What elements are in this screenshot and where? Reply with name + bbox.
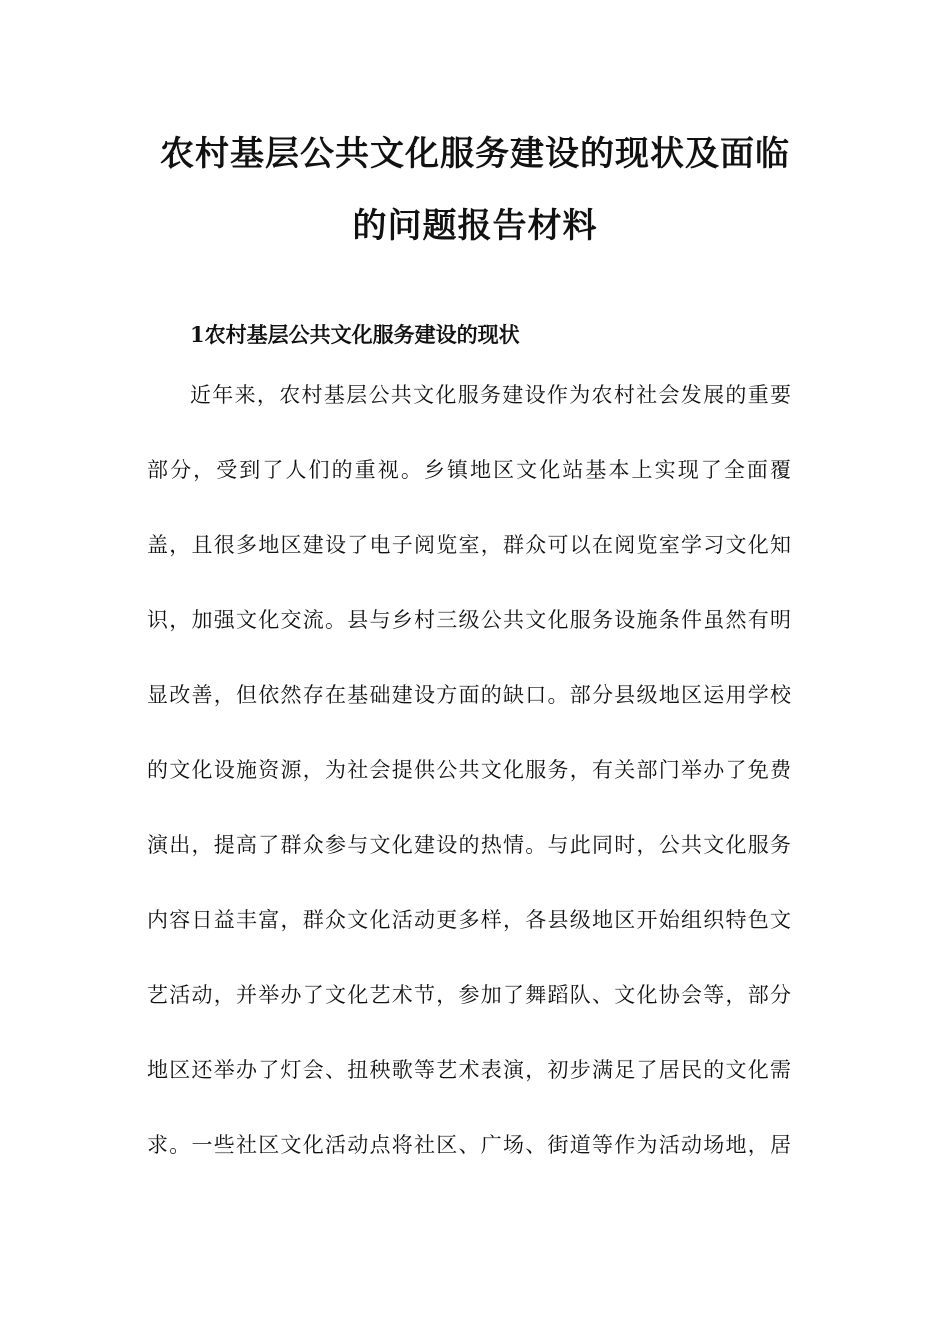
paragraph-line: 部分，受到了人们的重视。乡镇地区文化站基本上实现了全面覆 <box>147 458 791 482</box>
paragraph-line: 艺活动，并举办了文化艺术节，参加了舞蹈队、文化协会等，部分 <box>147 983 791 1007</box>
document-title-line-2: 的问题报告材料 <box>352 206 598 246</box>
paragraph-line: 近年来，农村基层公共文化服务建设作为农村社会发展的重要 <box>190 383 791 407</box>
paragraph-line: 识，加强文化交流。县与乡村三级公共文化服务设施条件虽然有明 <box>147 608 791 632</box>
paragraph-line: 演出，提高了群众参与文化建设的热情。与此同时，公共文化服务 <box>147 833 791 857</box>
paragraph-line: 的文化设施资源，为社会提供公共文化服务，有关部门举办了免费 <box>147 758 791 782</box>
document-title-line-1: 农村基层公共文化服务建设的现状及面临 <box>160 134 790 174</box>
paragraph-line: 显改善，但依然存在基础建设方面的缺口。部分县级地区运用学校 <box>147 683 791 707</box>
paragraph-line: 求。一些社区文化活动点将社区、广场、街道等作为活动场地，居 <box>147 1133 791 1157</box>
paragraph-line: 盖，且很多地区建设了电子阅览室，群众可以在阅览室学习文化知 <box>147 533 791 557</box>
paragraph-line: 内容日益丰富，群众文化活动更多样，各县级地区开始组织特色文 <box>147 908 791 932</box>
paragraph-line: 地区还举办了灯会、扭秧歌等艺术表演，初步满足了居民的文化需 <box>147 1058 791 1082</box>
section-heading: 1农村基层公共文化服务建设的现状 <box>190 322 520 347</box>
